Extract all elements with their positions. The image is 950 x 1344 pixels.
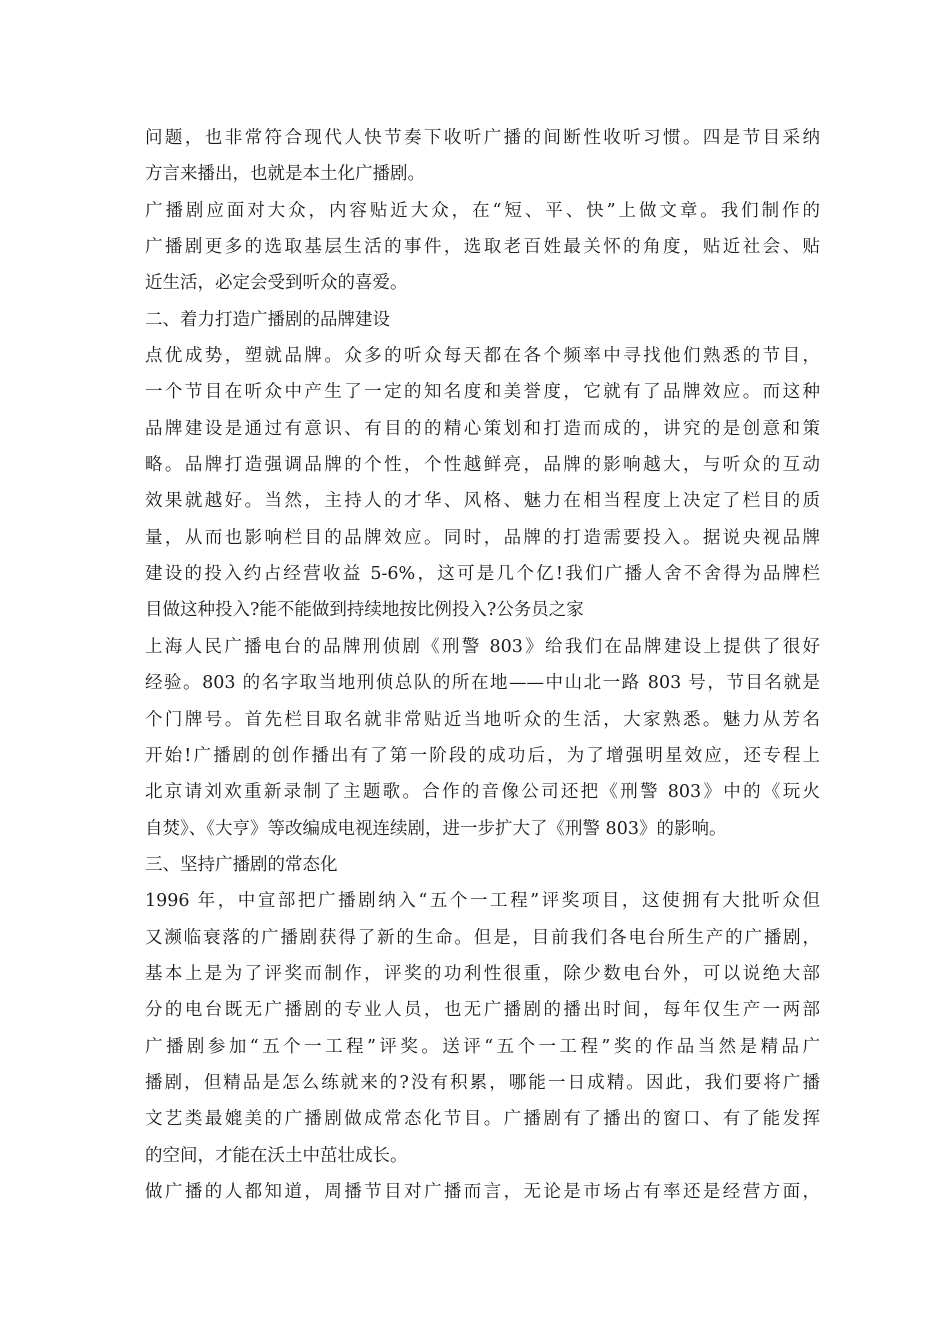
text-line: 自焚》、《大亨》等改编成电视连续剧，进一步扩大了《刑警 803》的影响。 [145,818,727,839]
document-body [145,120,820,1210]
text-line: 1996 年，中宣部把广播剧纳入“五个一工程”评奖项目，这使拥有大批听众但 [145,891,820,912]
text-line: 个门牌号。首先栏目取名就非常贴近当地听众的生活，大家熟悉。魅力从芳名 [145,709,820,730]
text-line: 点优成势，塑就品牌。众多的听众每天都在各个频率中寻找他们熟悉的节目， [145,346,820,367]
text-line: 一个节目在听众中产生了一定的知名度和美誉度，它就有了品牌效应。而这种 [145,382,820,403]
text-line: 量，从而也影响栏目的品牌效应。同时，品牌的打造需要投入。据说央视品牌 [145,527,820,548]
text-line: 播剧，但精品是怎么练就来的?没有积累，哪能一日成精。因此，我们要将广播 [145,1072,820,1093]
text-line: 品牌建设是通过有意识、有目的的精心策划和打造而成的，讲究的是创意和策 [145,418,820,439]
text-line: 做广播的人都知道，周播节目对广播而言，无论是市场占有率还是经营方面， [145,1181,820,1202]
text-line: 开始!广播剧的创作播出有了第一阶段的成功后，为了增强明星效应，还专程上 [145,745,820,766]
text-line: 上海人民广播电台的品牌刑侦剧《刑警 803》给我们在品牌建设上提供了很好 [145,636,820,657]
text-line: 略。品牌打造强调品牌的个性，个性越鲜亮，品牌的影响越大，与听众的互动 [145,455,820,476]
text-line: 效果就越好。当然，主持人的才华、风格、魅力在相当程度上决定了栏目的质 [145,491,820,512]
text-line: 方言来播出，也就是本土化广播剧。 [145,164,425,185]
text-line: 文艺类最媲美的广播剧做成常态化节目。广播剧有了播出的窗口、有了能发挥 [145,1109,820,1130]
text-line: 问题，也非常符合现代人快节奏下收听广播的间断性收听习惯。四是节目采纳 [145,128,820,148]
text-line: 经验。803 的名字取当地刑侦总队的所在地——中山北一路 803 号，节目名就是 [145,673,820,694]
text-line: 广播剧应面对大众，内容贴近大众，在“短、平、快”上做文章。我们制作的 [145,200,820,221]
text-line: 二、着力打造广播剧的品牌建设 [145,309,390,330]
text-line: 广播剧参加“五个一工程”评奖。送评“五个一工程”奖的作品当然是精品广 [145,1036,820,1057]
text-line: 广播剧更多的选取基层生活的事件，选取老百姓最关怀的角度，贴近社会、贴 [145,237,820,258]
text-line: 的空间，才能在沃土中茁壮成长。 [145,1145,408,1166]
text-line: 又濒临衰落的广播剧获得了新的生命。但是，目前我们各电台所生产的广播剧， [145,927,820,948]
text-line: 北京请刘欢重新录制了主题歌。合作的音像公司还把《刑警 803》中的《玩火 [145,782,820,803]
text-line: 近生活，必定会受到听众的喜爱。 [145,273,408,294]
text-line: 目做这种投入?能不能做到持续地按比例投入?公务员之家 [145,600,584,621]
text-line: 分的电台既无广播剧的专业人员，也无广播剧的播出时间，每年仅生产一两部 [145,1000,820,1021]
text-line: 建设的投入约占经营收益 5-6%，这可是几个亿!我们广播人舍不舍得为品牌栏 [145,564,820,585]
text-line: 基本上是为了评奖而制作，评奖的功利性很重，除少数电台外，可以说绝大部 [145,963,820,984]
text-line: 三、坚持广播剧的常态化 [145,854,338,875]
